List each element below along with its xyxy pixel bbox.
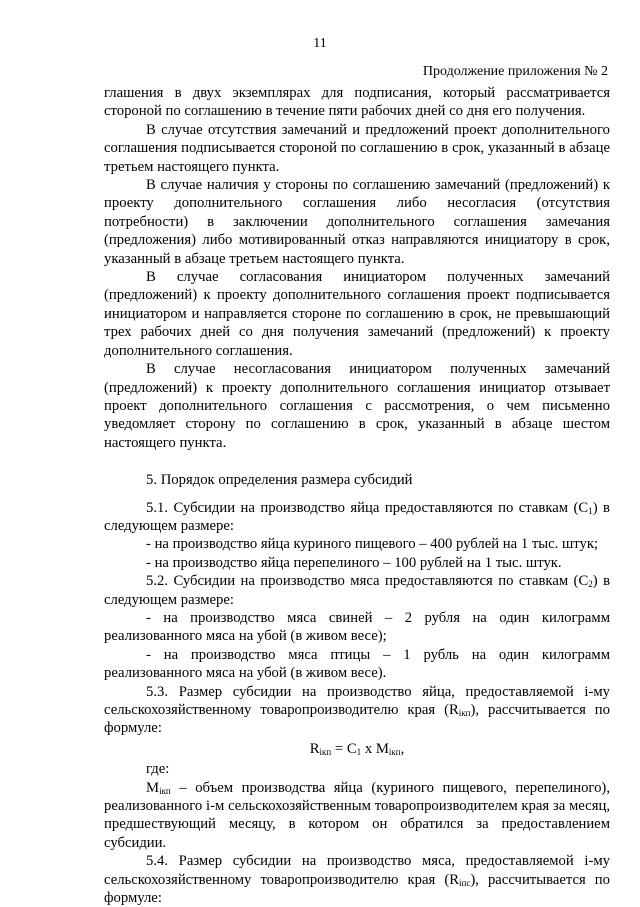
clause-5-2: 5.2. Субсидии на производство мяса предоставляются по ставкам $(С_2)$ в следующем размере:	[104, 573, 610, 608]
document-body	[104, 84, 610, 907]
paragraph-remarks: В случае наличия у стороны по соглашению замечаний (предложений) к проекту дополнительного соглашения либо несогласия (отсутствия потребности) в заключении дополнительного соглашения замечания (предложения) либо мотивированный отказ направляются инициатору в срок, указанный в абзаце третьем настоящего пункта.	[104, 177, 610, 267]
clause-5-1-item-quail-eggs: - на производство яйца перепелиного – 100 рублей на 1 тыс. штук.	[146, 554, 562, 571]
clause-5-1: 5.1. Субсидии на производство яйца предоставляются по ставкам $(С_1)$ в следующем размере:	[104, 499, 610, 534]
clause-5-1-item-chicken-eggs: - на производство яйца куриного пищевого – 400 рублей на 1 тыс. штук;	[146, 536, 599, 553]
formula-egg-subsidy: $R_{iкп} = С_1$ х $M_{iкп}$,	[309, 740, 405, 757]
clause-5-2-item-pork: - на производство мяса свиней – 2 рубля на один килограмм реализованного мяса на убой (в живом весе);	[104, 609, 610, 645]
paragraph-no-remarks: В случае отсутствия замечаний и предложений проект дополнительного соглашения подписывается стороной по соглашению в срок, указанный в абзаце третьем настоящего пункта.	[104, 121, 610, 175]
clause-5-3: 5.3. Размер субсидии на производство яйца, предоставляемой i-му сельскохозяйственному товаропроизводителю края $(R_{iкп})$, рассчитывается по формуле:	[104, 683, 610, 737]
definition-m-ikp: $M_{iкп}$ – объем производства яйца (куриного пищевого, перепелиного), реализованного i-м сельскохозяйственным товаропроизводителем края за месяц, предшествующий месяцу, в котором он обратился за предоставлением субсидии.	[104, 779, 610, 851]
paragraph-agreement: В случае согласования инициатором полученных замечаний (предложений) к проекту дополнительного соглашения проект подписывается инициатором и направляется стороне по соглашению в срок, не превышающий трех рабочих дней со дня получения замечаний (предложений) к проекту дополнительного соглашения.	[104, 269, 610, 359]
page-number: 11	[313, 36, 327, 51]
clause-5-4: 5.4. Размер субсидии на производство мяса, предоставляемой i-му сельскохозяйственному товаропроизводителю края $(R_{iпс})$, рассчитывается по формуле:	[104, 853, 610, 907]
paragraph-continuation: глашения в двух экземплярах для подписания, который рассматривается стороной по соглашению в течение пяти рабочих дней со дня его получения.	[104, 85, 610, 120]
section-5-title: 5. Порядок определения размера субсидий	[146, 472, 413, 489]
running-head: Продолжение приложения № 2	[422, 64, 608, 79]
where-label: где:	[146, 761, 170, 778]
paragraph-disagreement: В случае несогласования инициатором полученных замечаний (предложений) к проекту дополнительного соглашения инициатор отзывает проект дополнительного соглашения с рассмотрения, о чем письменно уведомляет сторону по соглашению в срок, указанный в абзаце шестом настоящего пункта.	[104, 361, 610, 451]
clause-5-2-item-poultry: - на производство мяса птицы – 1 рубль на один килограмм реализованного мяса на убой (в живом весе).	[104, 646, 610, 682]
